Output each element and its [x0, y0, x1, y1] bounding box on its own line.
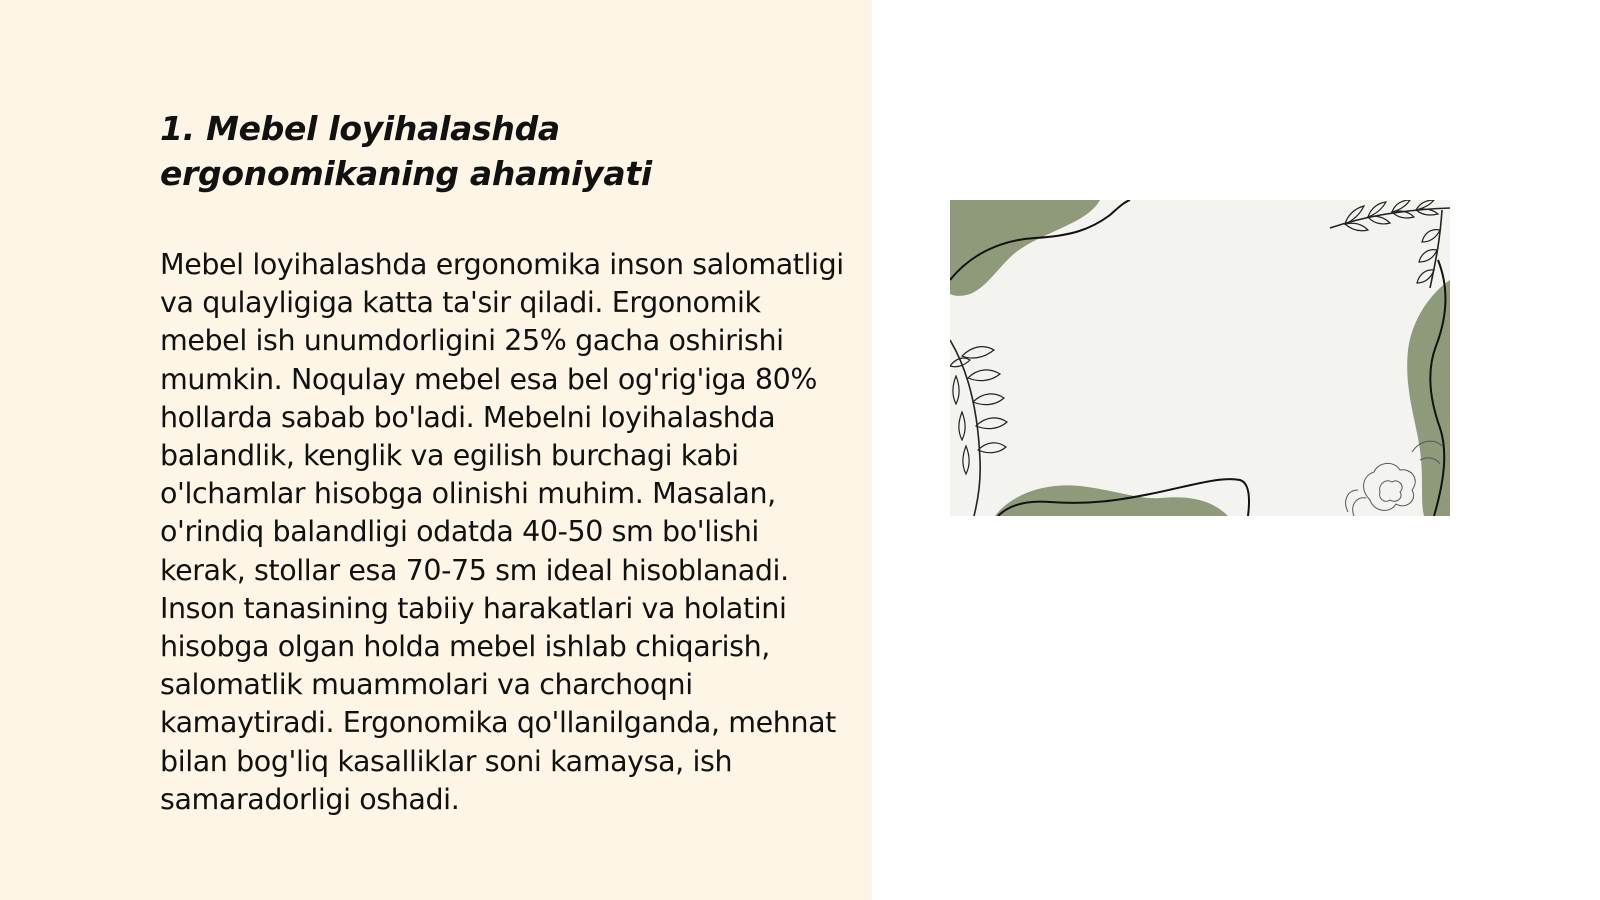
slide-body-text: Mebel loyihalashda ergonomika inson salomatligi va qulayligiga katta ta'sir qiladi. Ergonomik mebel ish unumdorligini 25% gacha oshirishi mumkin. Noqulay mebel esa bel og'rig'iga 80% hollarda sabab bo'ladi. Mebelni loyihalashda balandlik, kenglik va egilish burchagi kabi o'lchamlar hisobga olinishi muhim. Masalan, o'rindiq balandligi odatda 40-50 sm bo'lishi kerak, stollar esa 70-75 sm ideal hisoblanadi. Inson tanasining tabiiy harakatlari va holatini hisobga olgan holda mebel ishlab chiqarish, salomatlik muammolari va charchoqni kamaytiradi. Ergonomika qo'llanilganda, mehnat bilan bog'liq kasalliklar soni kamaysa, ish samaradorligi oshadi. [160, 248, 844, 816]
decorative-botanical-image [950, 200, 1450, 516]
botanical-leaf-frame-icon [950, 200, 1450, 516]
slide-title: 1. Mebel loyihalashda ergonomikaning ahamiyati [160, 109, 652, 193]
